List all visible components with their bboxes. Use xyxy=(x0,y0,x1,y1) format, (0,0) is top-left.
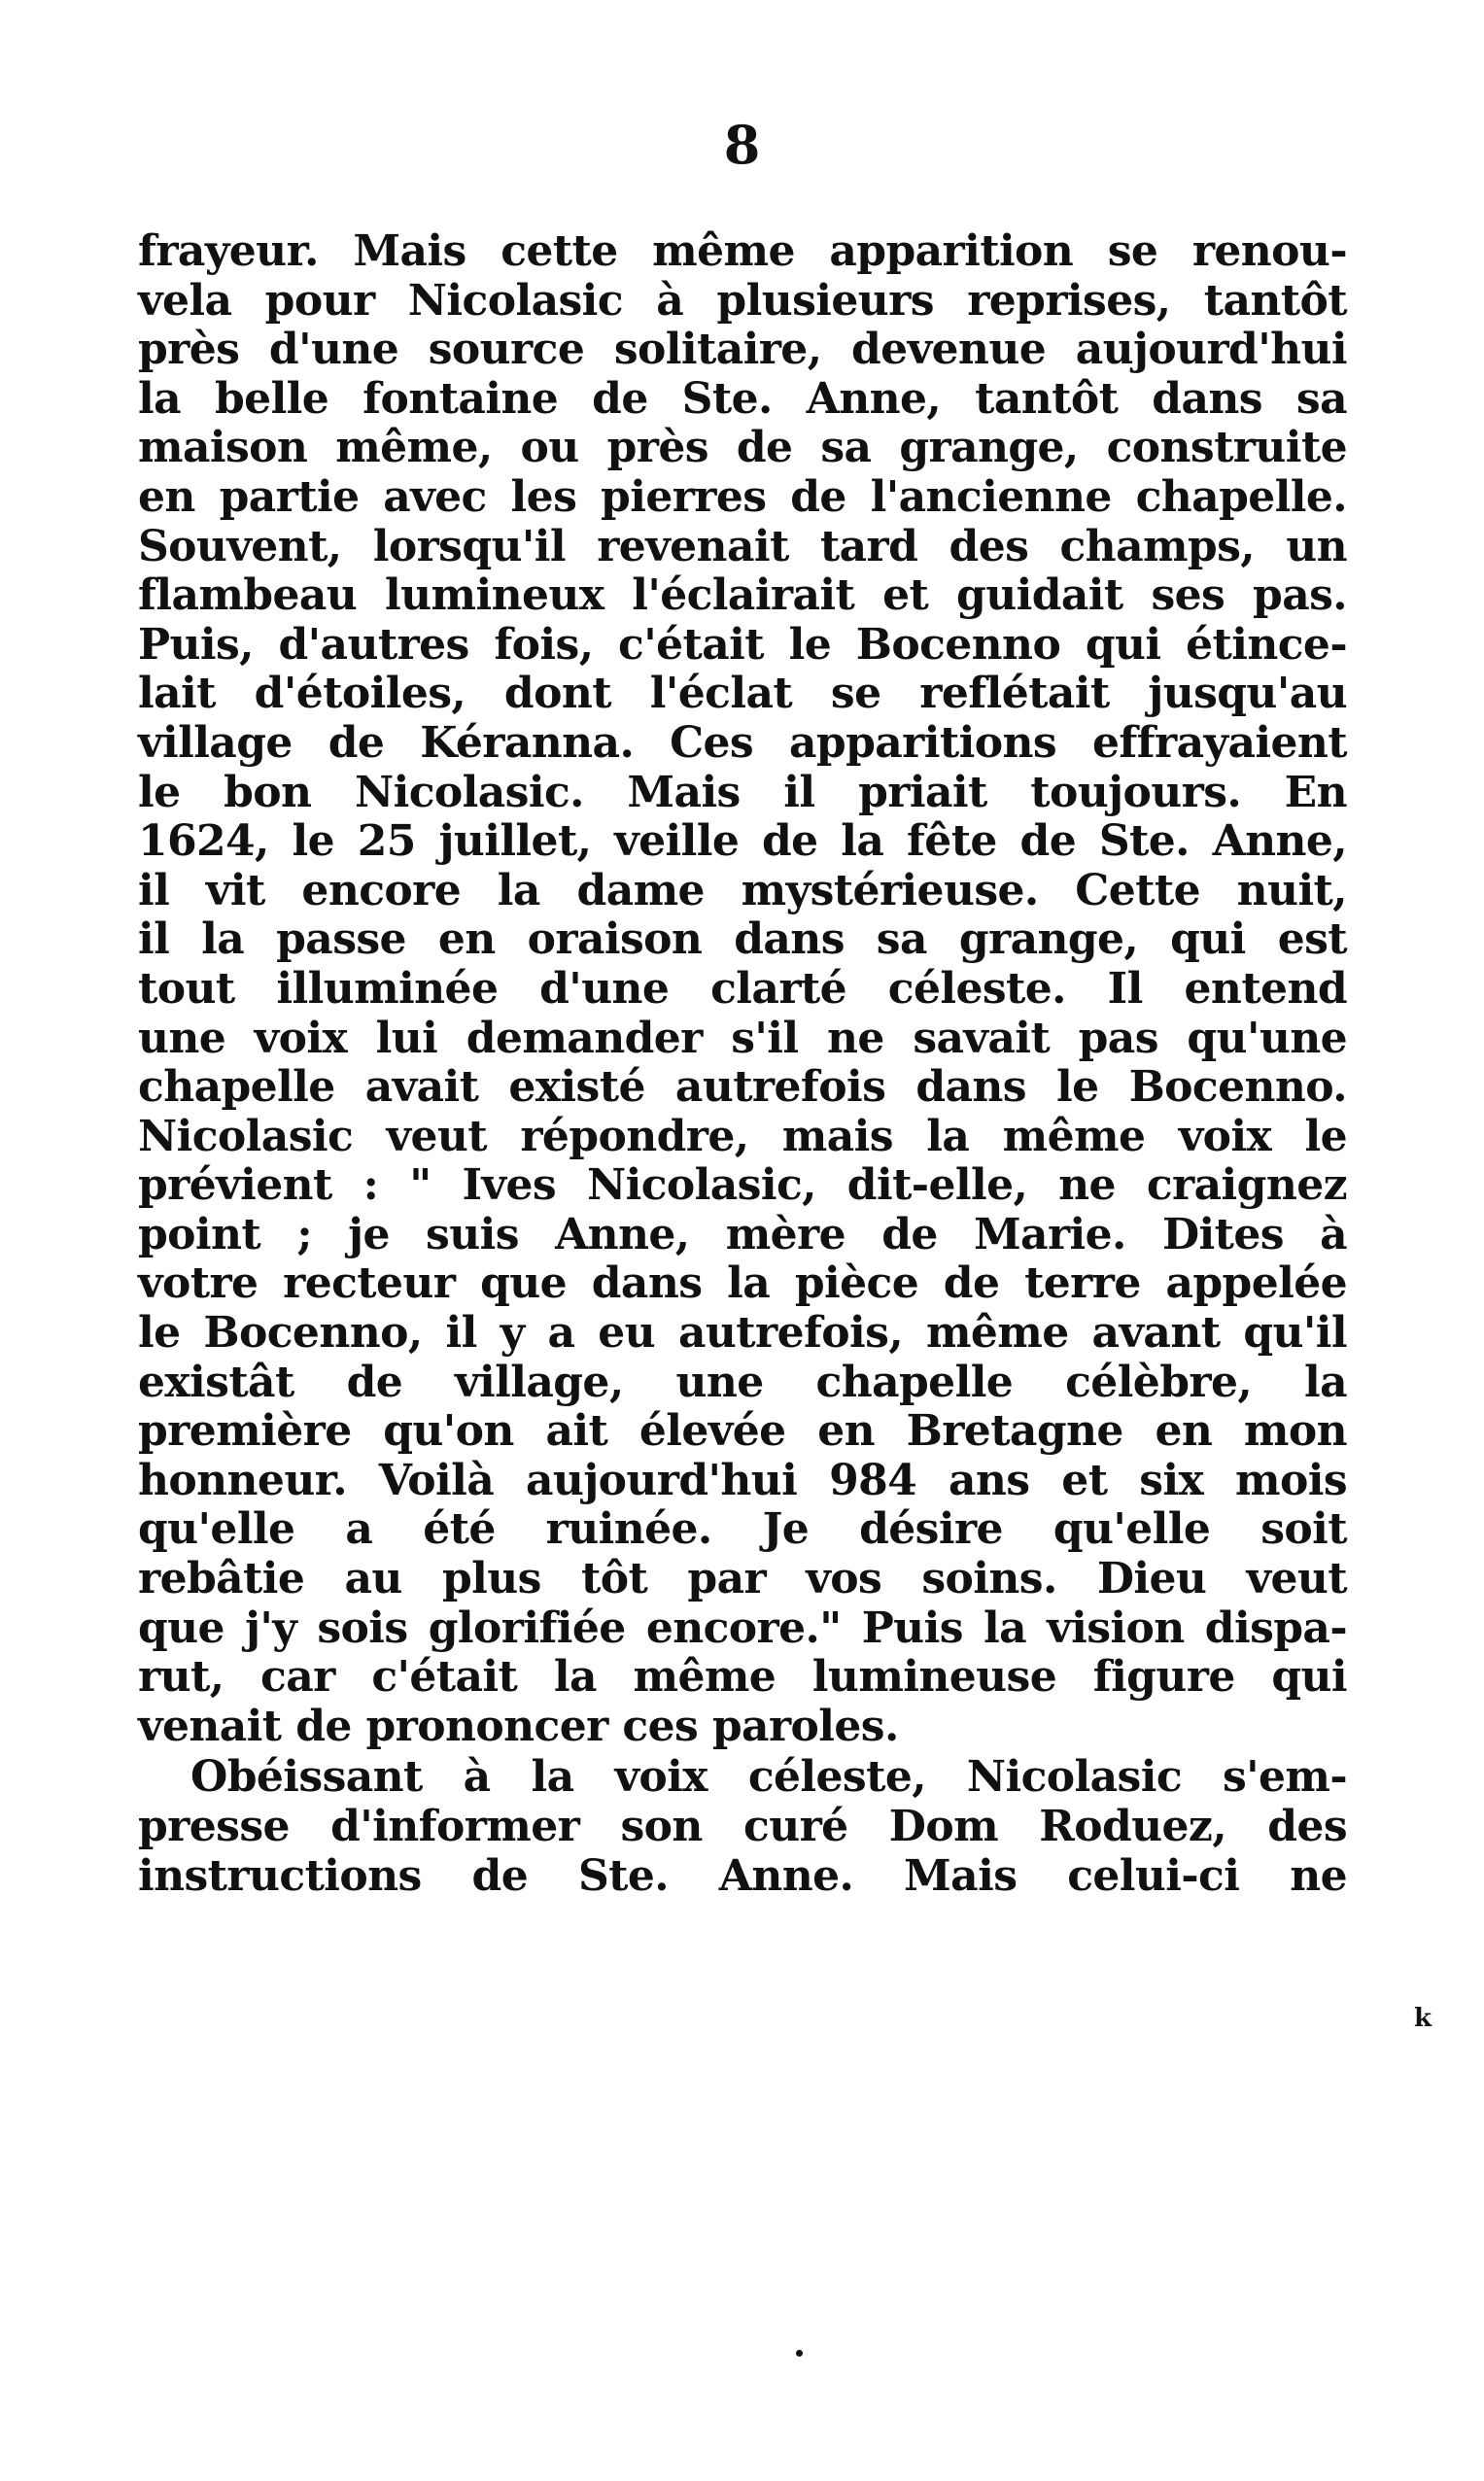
text-line: tout illuminée d'une clarté céleste. Il entend xyxy=(138,963,1347,1014)
text-line: instructions de Ste. Anne. Mais celui-ci ne xyxy=(138,1850,1347,1901)
text-line: village de Kéranna. Ces apparitions effrayaient xyxy=(138,717,1347,768)
ink-dot xyxy=(796,2350,803,2357)
body-text xyxy=(138,227,1347,1901)
paragraph-1 xyxy=(138,227,1347,1751)
paragraph-2 xyxy=(138,1753,1347,1901)
text-line: Nicolasic veut répondre, mais la même voix le xyxy=(138,1111,1347,1161)
text-line: le Bocenno, il y a eu autrefois, même avant qu'il xyxy=(138,1308,1347,1359)
text-line: que j'y sois glorifiée encore." Puis la vision dispa- xyxy=(138,1602,1347,1653)
text-line: presse d'informer son curé Dom Roduez, des xyxy=(138,1802,1347,1851)
text-line: la belle fontaine de Ste. Anne, tantôt dans sa xyxy=(138,373,1347,424)
text-line: lait d'étoiles, dont l'éclat se reflétait jusqu'au xyxy=(138,669,1347,719)
text-line: honneur. Voilà aujourd'hui 984 ans et six mois xyxy=(138,1455,1347,1505)
text-line: première qu'on ait élevée en Bretagne en mon xyxy=(138,1406,1347,1457)
text-line: point ; je suis Anne, mère de Marie. Dites à xyxy=(138,1209,1347,1259)
text-line: près d'une source solitaire, devenue aujourd'hui xyxy=(138,325,1347,375)
text-line: il vit encore la dame mystérieuse. Cette nuit, xyxy=(138,865,1347,915)
text-line: maison même, ou près de sa grange, construite xyxy=(138,423,1347,473)
text-line: venait de prononcer ces paroles. xyxy=(138,1701,899,1751)
margin-mark: k xyxy=(1414,2004,1432,2033)
text-line: chapelle avait existé autrefois dans le Bocenno. xyxy=(138,1062,1347,1113)
text-line: le bon Nicolasic. Mais il priait toujours. En xyxy=(138,767,1347,817)
text-line: qu'elle a été ruinée. Je désire qu'elle soit xyxy=(138,1504,1347,1555)
text-line: prévient : " Ives Nicolasic, dit-elle, ne craignez xyxy=(138,1160,1347,1211)
text-line: rut, car c'était la même lumineuse figure qui xyxy=(138,1652,1347,1703)
text-line: une voix lui demander s'il ne savait pas qu'une xyxy=(138,1013,1347,1063)
text-line: 1624, le 25 juillet, veille de la fête de Ste. Anne, xyxy=(138,816,1347,867)
text-line: en partie avec les pierres de l'ancienne chapelle. xyxy=(138,471,1347,522)
text-line: vela pour Nicolasic à plusieurs reprises, tantôt xyxy=(138,275,1347,326)
text-line: rebâtie au plus tôt par vos soins. Dieu veut xyxy=(138,1554,1347,1604)
text-line: Obéissant à la voix céleste, Nicolasic s'em- xyxy=(190,1752,1347,1803)
text-line: existât de village, une chapelle célèbre, la xyxy=(138,1357,1347,1407)
page-number: 8 xyxy=(723,114,761,176)
text-line: il la passe en oraison dans sa grange, qui est xyxy=(138,914,1347,965)
text-line: frayeur. Mais cette même apparition se renou- xyxy=(138,226,1347,276)
text-line: flambeau lumineux l'éclairait et guidait ses pas. xyxy=(138,570,1347,621)
text-line: Puis, d'autres fois, c'était le Bocenno qui étince- xyxy=(138,619,1347,670)
text-line: Souvent, lorsqu'il revenait tard des champs, un xyxy=(138,521,1347,571)
text-line: votre recteur que dans la pièce de terre appelée xyxy=(138,1258,1347,1309)
